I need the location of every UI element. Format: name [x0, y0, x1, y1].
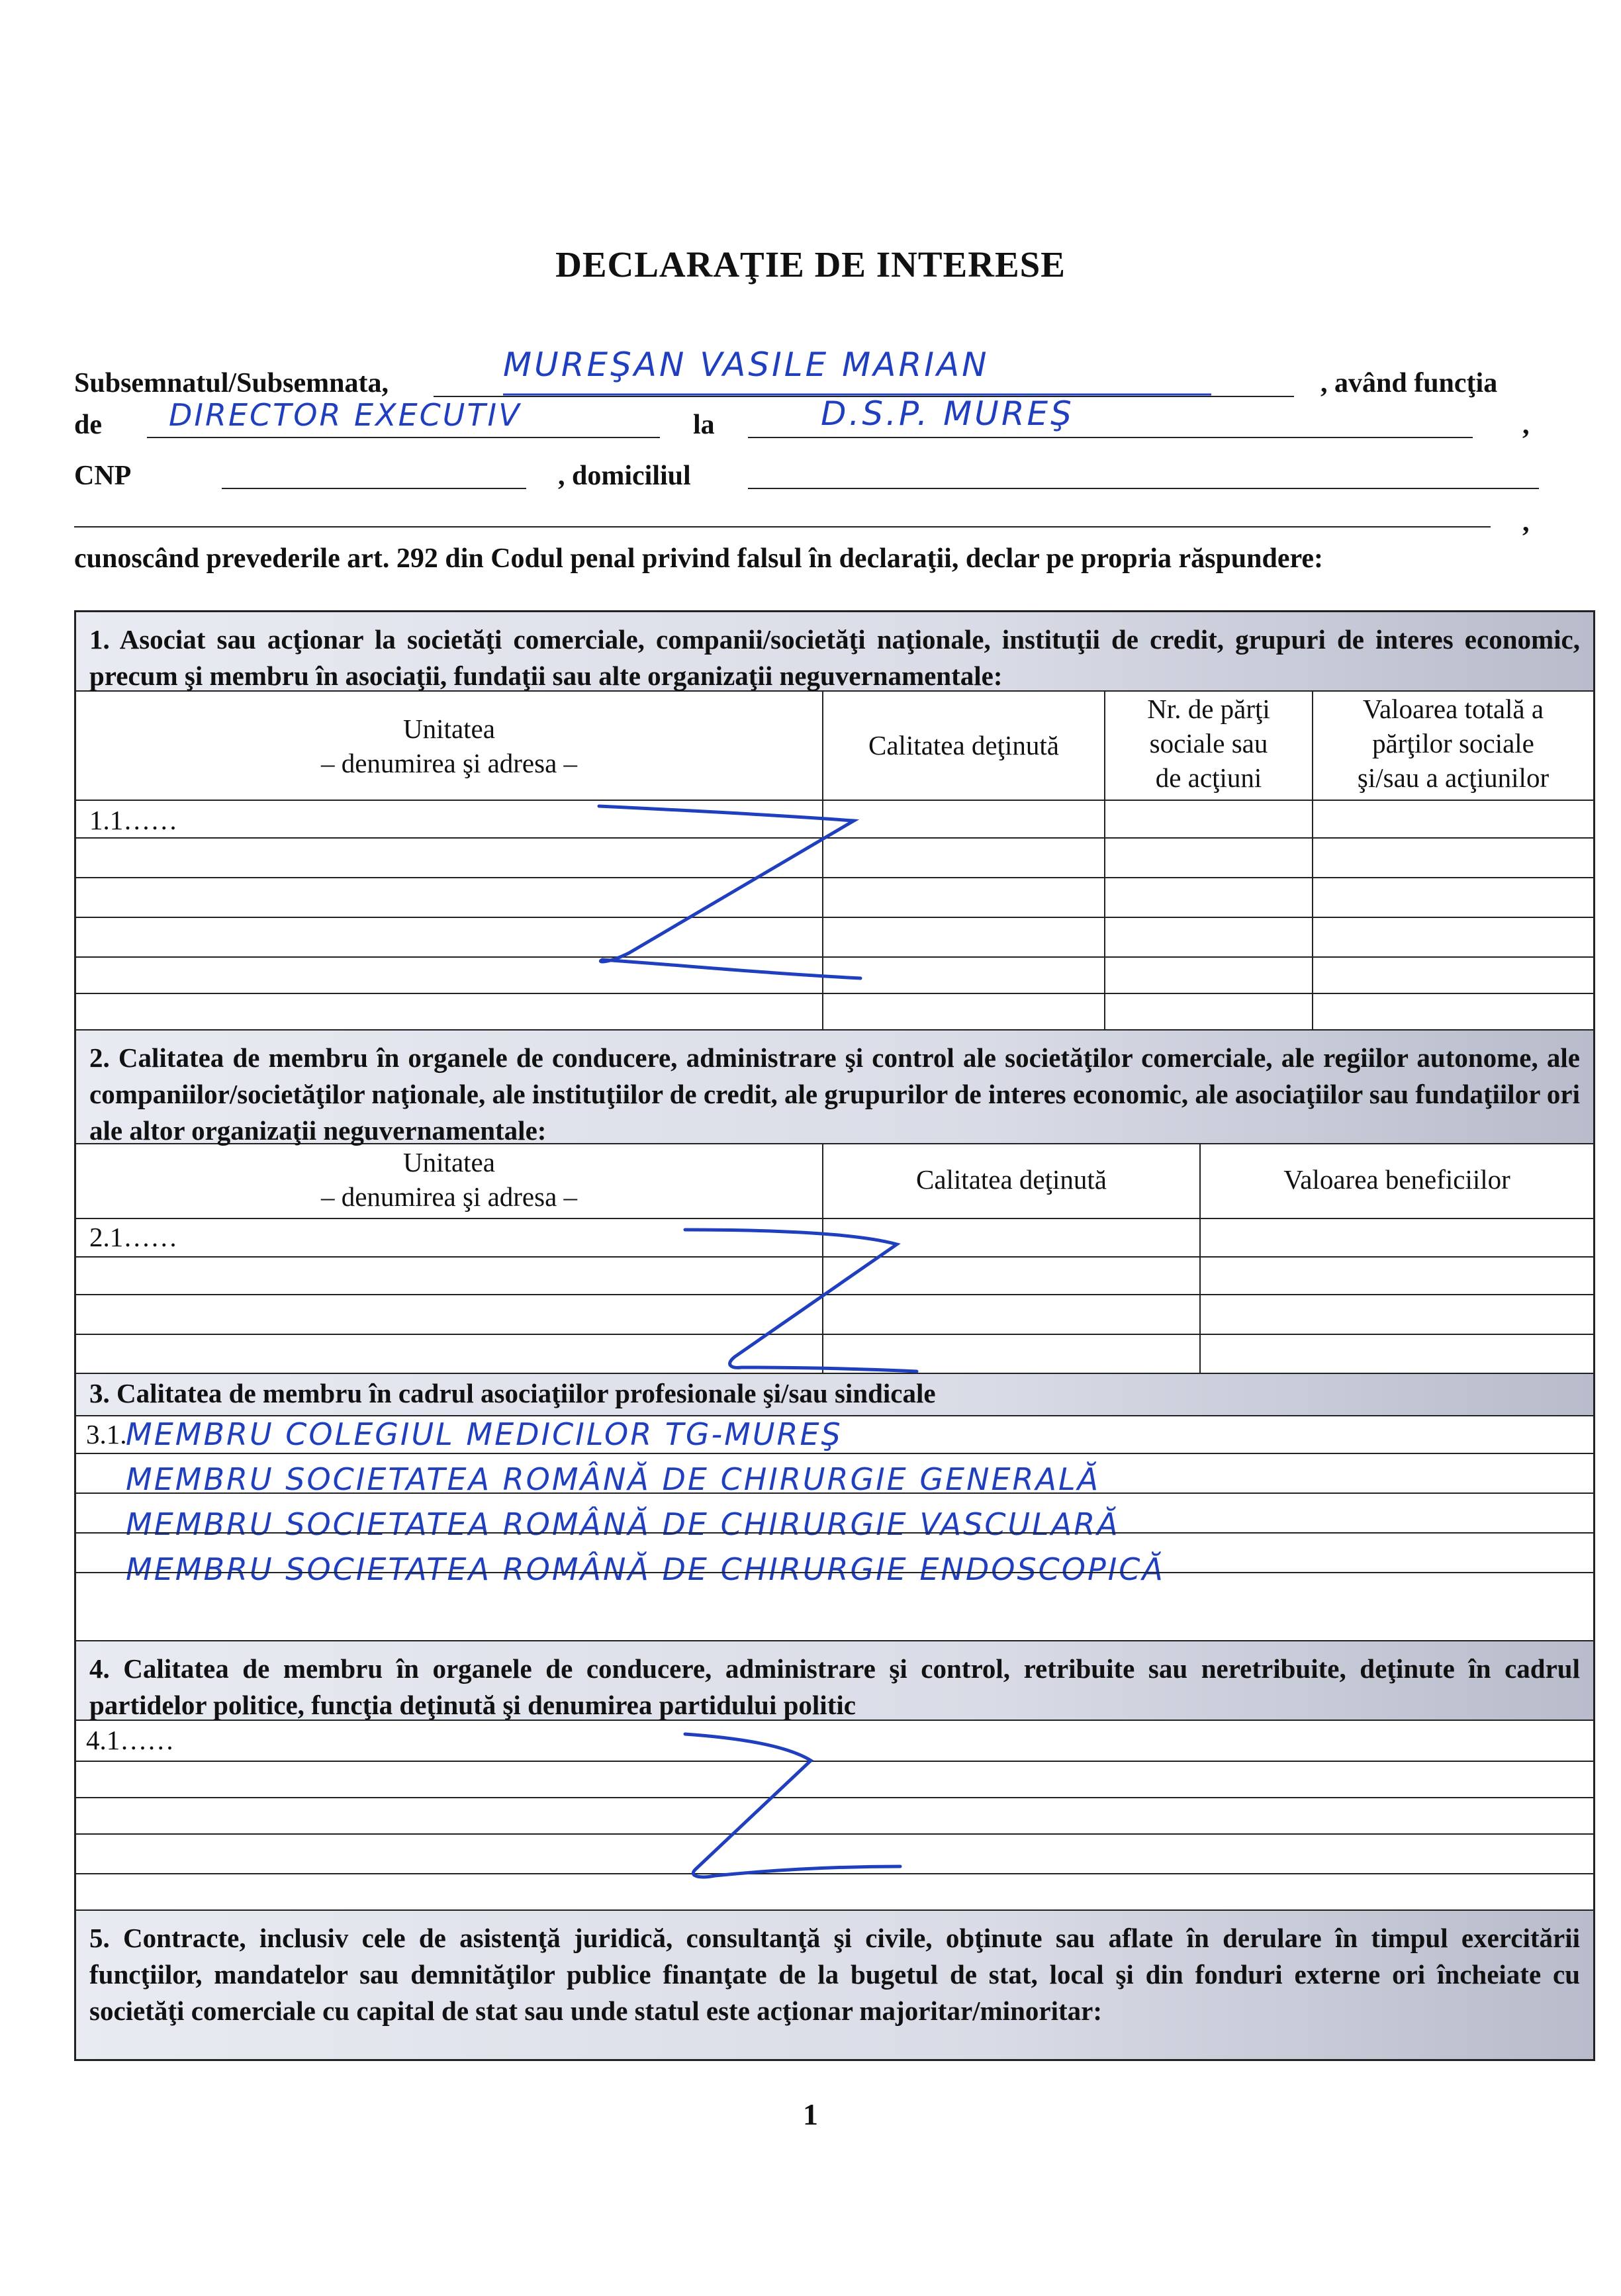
domiciliul-label: , domiciliul	[558, 461, 691, 491]
section-2-heading: 2. Calitatea de membru în organele de conducere, administrare şi control ale societăţilor comerciale, ale regiilor autonome, ale companiilor/societăţilor naţionale, ale instituţiilor de credit, ale grupurilor de interes economic, ale asociaţiilor sau fundaţiilor ori ale altor organizaţii neguvernamentale:	[76, 1031, 1593, 1144]
s2-row-line	[76, 1218, 1593, 1219]
section-3-heading: 3. Calitatea de membru în cadrul asociaţiilor profesionale şi/sau sindicale	[76, 1374, 1593, 1416]
s1-row-line	[76, 877, 1593, 878]
section-4-heading: 4. Calitatea de membru în organele de conducere, administrare şi control, retribuite sau neretribuite, deţinute în cadrul partidelor politice, funcţia deţinută şi denumirea partidului politic	[76, 1641, 1593, 1721]
s3-entry-3: MEMBRU SOCIETATEA ROMÂNĂ DE CHIRURGIE VASCULARĂ	[126, 1506, 1120, 1542]
s4-row-line	[76, 1797, 1593, 1798]
s1-row-line	[76, 837, 1593, 839]
la-label: la	[693, 410, 715, 440]
s2-col-unitatea	[76, 1145, 822, 1214]
domiciliul-line	[748, 488, 1539, 489]
comma-1: ,	[1522, 410, 1530, 440]
document-title: DECLARAŢIE DE INTERESE	[555, 244, 1066, 285]
s3-row-line	[76, 1453, 1593, 1454]
s2-row-line	[76, 1256, 1593, 1258]
comma-2: ,	[1522, 507, 1530, 537]
section-1-heading: 1. Asociat sau acţionar la societăţi comerciale, companii/societăţi naţionale, instituţii de credit, grupuri de interes economic, precum şi membru în asociaţii, fundaţii sau alte organizaţii neguvernamentale:	[76, 612, 1593, 692]
declaration-text: cunoscând prevederile art. 292 din Codul penal privind falsul în declaraţii, declar pe propria răspundere:	[74, 543, 1324, 574]
declaration-table	[74, 610, 1595, 2061]
s1-row-label: 1.1……	[89, 805, 178, 835]
s4-row-label: 4.1……	[86, 1725, 175, 1755]
s2-col-unitatea-line2: – denumirea şi adresa –	[320, 1181, 578, 1212]
s1-col-valoarea	[1313, 692, 1593, 795]
s3-row-line	[76, 1492, 1593, 1494]
domiciliul-line-2	[74, 526, 1491, 528]
s3-entry-2: MEMBRU SOCIETATEA ROMÂNĂ DE CHIRURGIE GENERALĂ	[126, 1461, 1101, 1497]
s1-col-unitatea-line2: – denumirea şi adresa –	[320, 748, 578, 778]
s1-col-unitatea-line1: Unitatea	[403, 713, 495, 744]
s2-col-unitatea-line1: Unitatea	[403, 1147, 495, 1177]
institutia-line	[748, 437, 1473, 438]
s2-row-line	[76, 1294, 1593, 1295]
s2-col-calitatea: Calitatea deţinută	[915, 1164, 1107, 1195]
s3-entry-1: MEMBRU COLEGIUL MEDICILOR TG-MUREŞ	[126, 1416, 843, 1452]
s1-col-nr-parti	[1105, 692, 1312, 795]
functia-line	[147, 437, 660, 438]
section-5-heading: 5. Contracte, inclusiv cele de asistenţă juridică, consultanţă şi civile, obţinute sau aflate în derulare în timpul exercitării funcţiilor, mandatelor sau demnităţilor publice finanţate de la bugetul de stat, local şi din fonduri externe ori încheiate cu societăţi comerciale cu capital de stat sau unde statul este acţionar majoritar/minoritar:	[76, 1911, 1593, 2059]
s1-col-unitatea	[76, 712, 822, 780]
s1-col-valoarea-line2: părţilor sociale	[1372, 728, 1534, 758]
functia-value: DIRECTOR EXECUTIV	[169, 397, 522, 433]
institutia-value: D.S.P. MUREŞ	[821, 394, 1074, 433]
s1-col-nr-parti-line2: sociale sau	[1149, 728, 1268, 758]
name-value: MUREŞAN VASILE MARIAN	[503, 345, 990, 384]
s1-col-nr-parti-line1: Nr. de părţi	[1147, 694, 1270, 724]
s1-col-valoarea-line3: şi/sau a acţiunilor	[1357, 762, 1550, 793]
s1-col-nr-parti-line3: de acţiuni	[1155, 762, 1262, 793]
s2-row-line	[76, 1334, 1593, 1335]
s4-row-line	[76, 1761, 1593, 1762]
s2-col-valoarea: Valoarea beneficiilor	[1283, 1164, 1510, 1195]
s3-row-line	[76, 1572, 1593, 1573]
s1-row-line	[76, 800, 1593, 801]
cnp-line	[222, 488, 526, 489]
page-number: 1	[803, 2097, 818, 2131]
s4-row-line	[76, 1833, 1593, 1835]
de-label: de	[74, 410, 102, 440]
s1-row-line	[76, 917, 1593, 918]
s3-row-line	[76, 1532, 1593, 1534]
s4-row-line	[76, 1873, 1593, 1874]
cnp-label: CNP	[74, 461, 132, 491]
s3-entry-4: MEMBRU SOCIETATEA ROMÂNĂ DE CHIRURGIE ENDOSCOPICĂ	[126, 1551, 1165, 1587]
s2-row-label: 2.1……	[89, 1222, 178, 1252]
s3-row-label: 3.1.	[86, 1419, 127, 1449]
s1-col-valoarea-line1: Valoarea totală a	[1362, 694, 1544, 724]
s1-col-calitatea: Calitatea deţinută	[868, 730, 1060, 760]
s1-row-line	[76, 993, 1593, 994]
avand-functia-label: , având funcţia	[1320, 368, 1498, 398]
s1-row-line	[76, 956, 1593, 958]
subsemnatul-label: Subsemnatul/Subsemnata,	[74, 368, 389, 398]
